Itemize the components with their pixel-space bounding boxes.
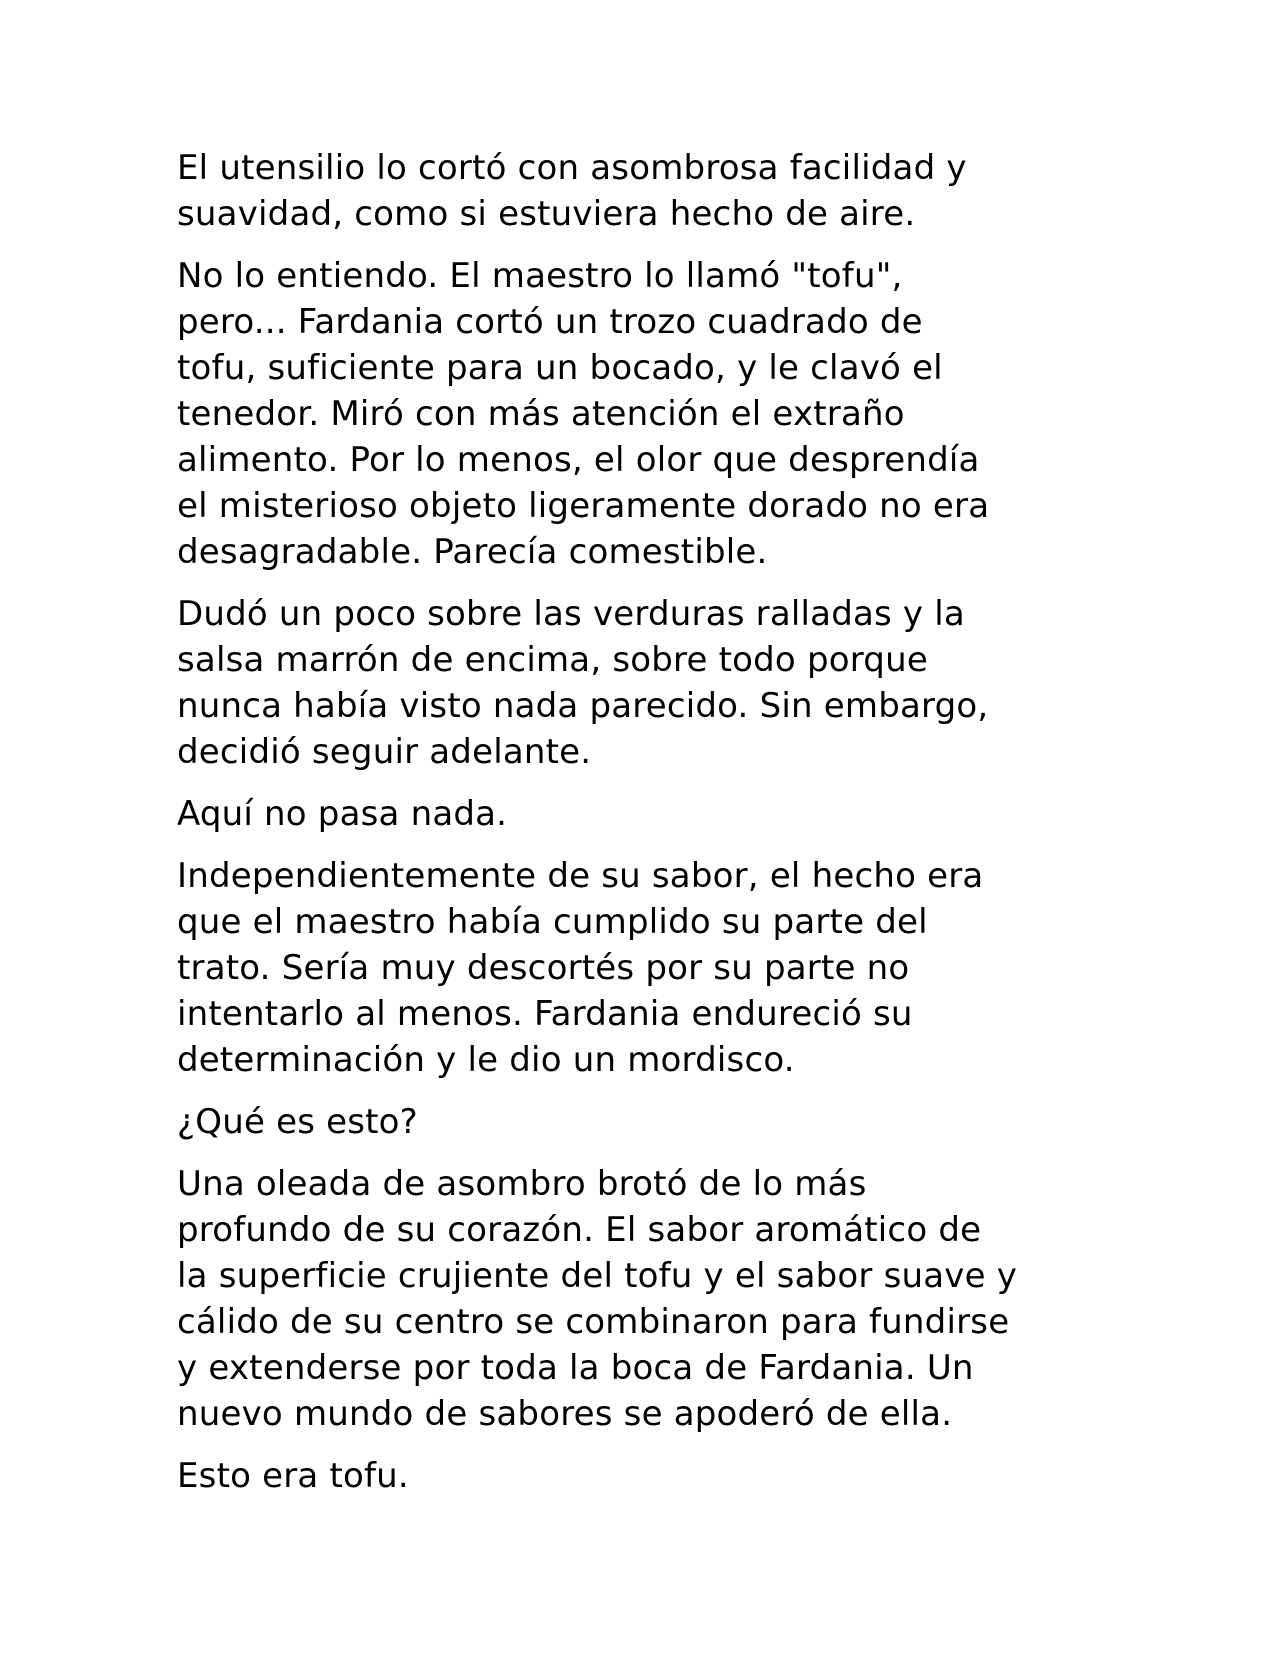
text-line: No lo entiendo. El maestro lo llamó "tofu", bbox=[177, 256, 903, 296]
text-line: ¿Qué es esto? bbox=[177, 1102, 418, 1142]
text-line: El utensilio lo cortó con asombrosa facilidad y bbox=[177, 148, 967, 188]
text-line: pero... Fardania cortó un trozo cuadrado de bbox=[177, 302, 923, 342]
paragraph-1 bbox=[177, 145, 1117, 237]
text-line: Una oleada de asombro brotó de lo más bbox=[177, 1164, 867, 1204]
text-line: profundo de su corazón. El sabor aromático de bbox=[177, 1210, 982, 1250]
paragraph-6 bbox=[177, 1099, 1117, 1145]
paragraph-3 bbox=[177, 591, 1117, 775]
paragraph-5 bbox=[177, 853, 1117, 1083]
text-line: la superficie crujiente del tofu y el sabor suave y bbox=[177, 1256, 1018, 1296]
paragraph-4 bbox=[177, 791, 1117, 837]
text-line: que el maestro había cumplido su parte del bbox=[177, 902, 928, 942]
text-line: Esto era tofu. bbox=[177, 1456, 409, 1496]
text-line: desagradable. Parecía comestible. bbox=[177, 532, 768, 572]
text-line: alimento. Por lo menos, el olor que desprendía bbox=[177, 440, 980, 480]
text-line: cálido de su centro se combinaron para fundirse bbox=[177, 1302, 1010, 1342]
text-line: Dudó un poco sobre las verduras ralladas y la bbox=[177, 594, 965, 634]
text-line: nuevo mundo de sabores se apoderó de ella. bbox=[177, 1394, 953, 1434]
text-line: el misterioso objeto ligeramente dorado no era bbox=[177, 486, 990, 526]
text-line: Independientemente de su sabor, el hecho era bbox=[177, 856, 984, 896]
text-line: tofu, suficiente para un bocado, y le clavó el bbox=[177, 348, 943, 388]
text-line: nunca había visto nada parecido. Sin embargo, bbox=[177, 686, 989, 726]
text-line: suavidad, como si estuviera hecho de aire. bbox=[177, 194, 916, 234]
text-line: determinación y le dio un mordisco. bbox=[177, 1040, 795, 1080]
text-line: y extenderse por toda la boca de Fardania. Un bbox=[177, 1348, 974, 1388]
text-line: salsa marrón de encima, sobre todo porque bbox=[177, 640, 928, 680]
paragraph-2 bbox=[177, 253, 1117, 575]
text-line: Aquí no pasa nada. bbox=[177, 794, 508, 834]
paragraph-8 bbox=[177, 1453, 1117, 1499]
text-line: intentarlo al menos. Fardania endureció su bbox=[177, 994, 913, 1034]
document-page bbox=[177, 145, 1117, 1515]
text-line: tenedor. Miró con más atención el extraño bbox=[177, 394, 905, 434]
paragraph-7 bbox=[177, 1161, 1117, 1437]
text-line: trato. Sería muy descortés por su parte no bbox=[177, 948, 910, 988]
text-line: decidió seguir adelante. bbox=[177, 732, 592, 772]
